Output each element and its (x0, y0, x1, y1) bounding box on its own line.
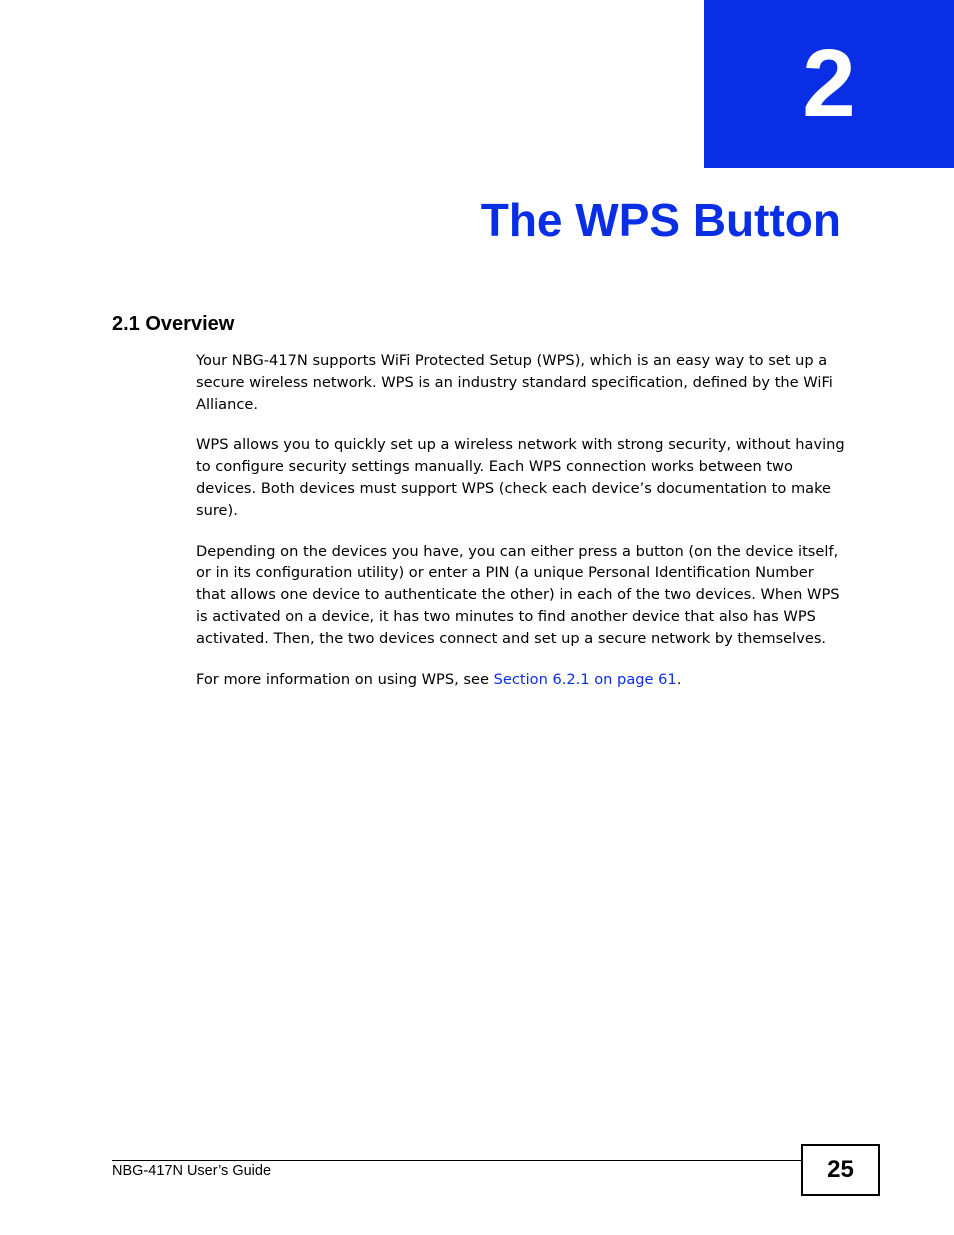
footer-guide-name: NBG-417N User’s Guide (112, 1163, 272, 1179)
paragraph-more-info (196, 669, 846, 691)
footer-rule (112, 1160, 802, 1161)
chapter-title: The WPS Button (480, 194, 841, 246)
section-heading: 2.1 Overview (112, 313, 235, 335)
more-info-period: . (676, 670, 682, 688)
body-text (196, 350, 846, 709)
chapter-number: 2 (802, 30, 856, 137)
more-info-text: For more information on using WPS, see (196, 670, 494, 688)
paragraph-wps-methods: Depending on the devices you have, you can either press a button (on the device itself, or in its configuration utility) or enter a PIN (a unique Personal Identification Number that allows one device to authenticate the other) in each of the two devices. When WPS is activated on a device, it has two minutes to find another device that also has WPS activated. Then, the two devices connect and set up a secure network by themselves. (196, 542, 840, 647)
page-number-box (801, 1144, 880, 1196)
chapter-number-box (704, 0, 954, 168)
page-number: 25 (827, 1156, 854, 1183)
paragraph-intro: Your NBG-417N supports WiFi Protected Setup (WPS), which is an easy way to set up a secure wireless network. WPS is an industry standard specification, defined by the WiFi Alliance. (196, 352, 833, 413)
section-cross-reference-link[interactable]: Section 6.2.1 on page 61 (493, 670, 677, 688)
paragraph-wps-description: WPS allows you to quickly set up a wireless network with strong security, without having to configure security settings manually. Each WPS connection works between two devices. Both devices must support WPS (check each device’s documentation to make sure). (196, 436, 845, 519)
